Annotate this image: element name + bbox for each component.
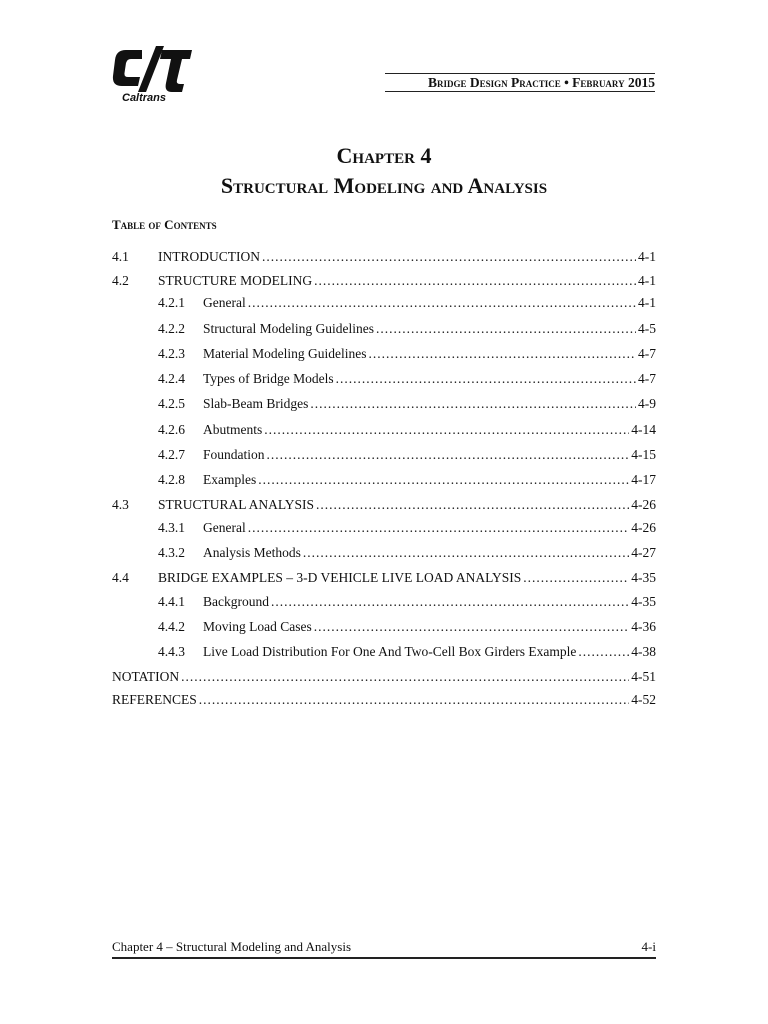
footer-chapter-label: Chapter 4 – Structural Modeling and Analysis [112, 939, 352, 954]
header-rule-top [385, 73, 655, 74]
toc-entry-title: REFERENCES [112, 692, 197, 707]
running-header: Bridge Design Practice • February 2015 [427, 75, 655, 90]
toc-entry-page: 4-35 [631, 594, 656, 609]
toc-leader [303, 544, 629, 562]
page-footer [112, 938, 656, 956]
toc-entry-title: BRIDGE EXAMPLES – 3-D VEHICLE LIVE LOAD ANALYSIS [158, 570, 522, 585]
toc-entry-page: 4-1 [638, 249, 656, 264]
toc-leader [368, 345, 636, 363]
toc-entry[interactable] [112, 471, 656, 489]
toc-leader [271, 593, 629, 611]
toc-entry[interactable] [112, 643, 656, 661]
toc-entry-number: 4.2.5 [158, 396, 185, 411]
toc-entry-number: 4.3 [112, 497, 129, 512]
toc-entry-page: 4-26 [631, 520, 656, 535]
toc-leader [578, 643, 629, 661]
toc-entry-page: 4-5 [638, 321, 656, 336]
toc-entry-number: 4.4.3 [158, 644, 185, 659]
toc-entry[interactable] [112, 395, 656, 413]
toc-entry-title: Slab-Beam Bridges [203, 396, 309, 411]
toc-entry[interactable] [112, 593, 656, 611]
toc-heading: Table of Contents [112, 217, 217, 232]
toc-entry-title: INTRODUCTION [158, 249, 260, 264]
toc-entry-title: Material Modeling Guidelines [203, 346, 367, 361]
toc-entry-title: Abutments [203, 422, 263, 437]
toc-leader [316, 496, 629, 514]
toc-entry-page: 4-1 [638, 295, 656, 310]
toc-leader [264, 421, 629, 439]
toc-entry[interactable] [112, 446, 656, 464]
toc-leader [267, 446, 630, 464]
caltrans-wordmark: Caltrans [122, 92, 167, 104]
toc-entry[interactable] [112, 370, 656, 388]
toc-entry-number: 4.3.1 [158, 520, 185, 535]
toc-entry-title: General [203, 295, 246, 310]
toc-leader [262, 248, 636, 266]
toc-entry[interactable] [112, 294, 656, 312]
toc-entry-number: 4.2.2 [158, 321, 185, 336]
toc-entry-title: Live Load Distribution For One And Two-Cell Box Girders Example [203, 644, 577, 659]
toc-leader [248, 294, 636, 312]
footer-rule [112, 957, 656, 959]
toc-entry-page: 4-7 [638, 371, 656, 386]
toc-entry-title: General [203, 520, 246, 535]
toc-entry-title: Foundation [203, 447, 265, 462]
toc-entry-title: STRUCTURAL ANALYSIS [158, 497, 315, 512]
toc-entry-page: 4-7 [638, 346, 656, 361]
toc-entry-number: 4.2.6 [158, 422, 185, 437]
toc-entry-number: 4.4 [112, 570, 129, 585]
toc-leader [248, 519, 630, 537]
toc-entry-number: 4.4.1 [158, 594, 185, 609]
toc-entry[interactable] [112, 569, 656, 587]
toc-entry-title: STRUCTURE MODELING [158, 273, 313, 288]
toc-entry-number: 4.2.4 [158, 371, 185, 386]
toc-leader [314, 618, 630, 636]
toc-entry-number: 4.2.3 [158, 346, 185, 361]
toc-entry-page: 4-38 [631, 644, 656, 659]
toc-entry-number: 4.1 [112, 249, 129, 264]
toc-entry-title: NOTATION [112, 669, 180, 684]
header-rule-bottom [385, 91, 655, 92]
toc-leader [181, 668, 629, 686]
toc-entry-page: 4-26 [631, 497, 656, 512]
toc-leader [314, 272, 636, 290]
toc-entry[interactable] [112, 320, 656, 338]
toc-entry-title: Types of Bridge Models [203, 371, 334, 386]
toc-entry-page: 4-52 [631, 692, 656, 707]
toc-entry[interactable] [112, 668, 656, 686]
toc-entry-page: 4-9 [638, 396, 656, 411]
toc-leader [199, 691, 629, 709]
toc-entry-title: Analysis Methods [203, 545, 301, 560]
toc-entry[interactable] [112, 345, 656, 363]
toc-entry-number: 4.2.7 [158, 447, 185, 462]
caltrans-logo-mark-icon [112, 46, 194, 92]
toc-entry[interactable] [112, 544, 656, 562]
toc-entry-page: 4-51 [631, 669, 656, 684]
toc-entry-title: Structural Modeling Guidelines [203, 321, 374, 336]
toc-entry-page: 4-36 [631, 619, 656, 634]
toc-entry[interactable] [112, 496, 656, 514]
toc-leader [310, 395, 636, 413]
toc-entry-page: 4-27 [631, 545, 656, 560]
chapter-title: Structural Modeling and Analysis [220, 173, 548, 198]
footer-page-number: 4-i [641, 939, 656, 954]
toc-entry-number: 4.2.8 [158, 472, 185, 487]
toc-entry[interactable] [112, 421, 656, 439]
chapter-number: Chapter 4 [336, 143, 432, 168]
toc-leader [523, 569, 629, 587]
toc-entry-page: 4-1 [638, 273, 656, 288]
toc-entry[interactable] [112, 691, 656, 709]
toc-leader [336, 370, 636, 388]
toc-entry-number: 4.2 [112, 273, 129, 288]
toc-entry-title: Examples [203, 472, 257, 487]
toc-entry[interactable] [112, 519, 656, 537]
toc-entry-page: 4-15 [631, 447, 656, 462]
toc-leader [376, 320, 636, 338]
toc-entry-number: 4.3.2 [158, 545, 185, 560]
toc-entry[interactable] [112, 248, 656, 266]
toc-entry-page: 4-17 [631, 472, 656, 487]
toc-entry-number: 4.2.1 [158, 295, 185, 310]
toc-entry-page: 4-35 [631, 570, 656, 585]
toc-entry-number: 4.4.2 [158, 619, 185, 634]
toc-entry-title: Moving Load Cases [203, 619, 312, 634]
toc-entry-title: Background [203, 594, 269, 609]
caltrans-logo [112, 46, 194, 108]
toc-entry[interactable] [112, 618, 656, 636]
toc-leader [258, 471, 629, 489]
toc-entry[interactable] [112, 272, 656, 290]
toc-entry-page: 4-14 [631, 422, 656, 437]
